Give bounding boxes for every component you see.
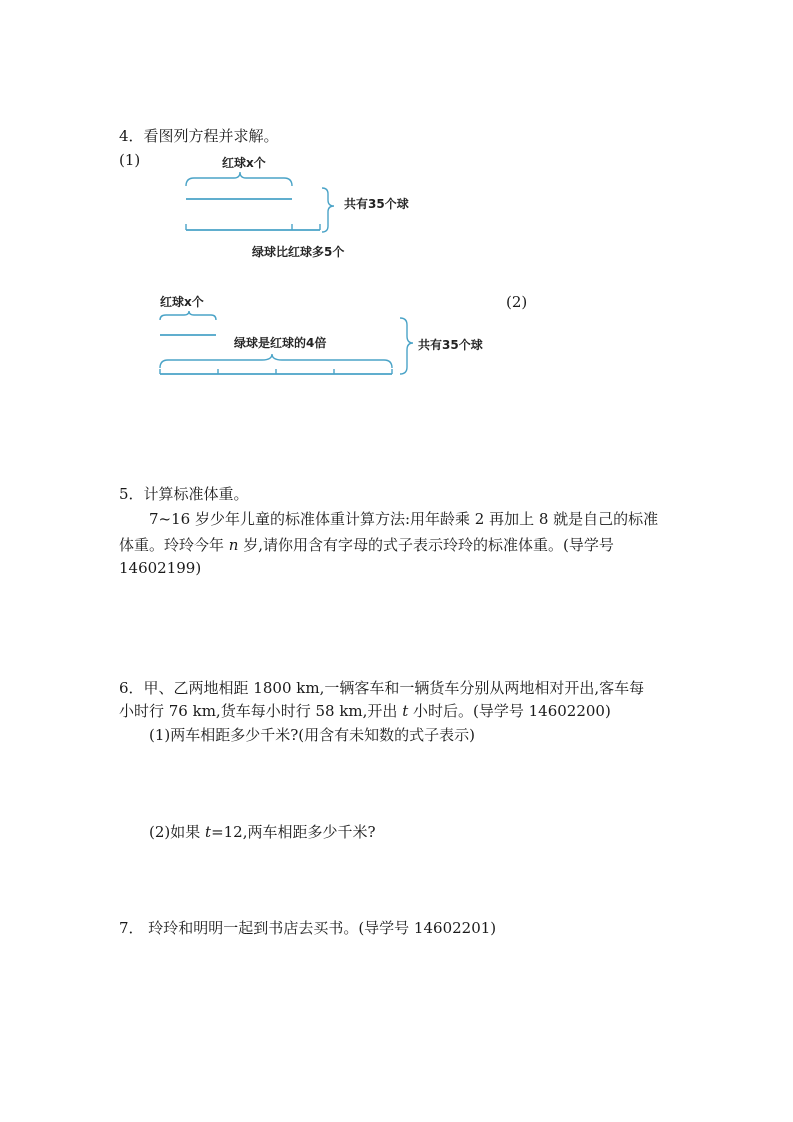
q4-sub2-label: (2) — [506, 293, 528, 311]
q6-line2 — [119, 701, 611, 721]
q6-var-t: t — [402, 702, 409, 720]
d2-top-brace — [160, 311, 216, 320]
q6-sub1: (1)两车相距多少千米?(用含有未知数的式子表示) — [149, 726, 475, 744]
d2-total-brace — [400, 318, 413, 374]
q6-line2-b: 小时后。(导学号 14602200) — [408, 702, 611, 720]
d1-total-label: 共有35个球 — [344, 197, 409, 211]
q6-sub2-a: (2)如果 — [149, 823, 206, 841]
q5-line1: 7~16 岁少年儿童的标准体重计算方法:用年龄乘 2 再加上 8 就是自己的标准 — [149, 510, 659, 528]
q5-var-n: n — [228, 536, 239, 554]
q5-line2-b: 岁,请你用含有字母的式子表示玲玲的标准体重。(导学号 — [238, 536, 614, 554]
d2-middle-brace — [160, 354, 392, 368]
q6-sub2 — [149, 822, 376, 842]
q6-line2-a: 小时行 76 km,货车每小时行 58 km,开出 — [119, 702, 403, 720]
d1-top-label: 红球x个 — [222, 156, 266, 170]
d2-top-label: 红球x个 — [160, 295, 204, 309]
diagram-1 — [150, 150, 530, 275]
d2-middle-label: 绿球是红球的4倍 — [234, 336, 327, 350]
q6-line1: 6．甲、乙两地相距 1800 km,一辆客车和一辆货车分别从两地相对开出,客车每 — [119, 679, 645, 697]
q6-sub2-var-t: t — [205, 823, 212, 841]
d1-total-brace — [322, 188, 334, 232]
q5-line3: 14602199) — [119, 559, 202, 577]
q7-title: 7． 玲玲和明明一起到书店去买书。(导学号 14602201) — [119, 919, 497, 937]
q5-line2 — [119, 535, 614, 555]
d1-top-brace — [186, 172, 292, 186]
q5-line2-a: 体重。玲玲今年 — [119, 536, 229, 554]
q6-sub2-b: =12,两车相距多少千米? — [211, 823, 376, 841]
d2-total-label: 共有35个球 — [418, 338, 483, 352]
q4-title: 4．看图列方程并求解。 — [119, 127, 279, 145]
d1-bottom-label: 绿球比红球多5个 — [252, 245, 345, 259]
diagram-2 — [150, 288, 530, 388]
q5-title: 5．计算标准体重。 — [119, 485, 249, 503]
q4-sub1-label: (1) — [119, 151, 141, 169]
